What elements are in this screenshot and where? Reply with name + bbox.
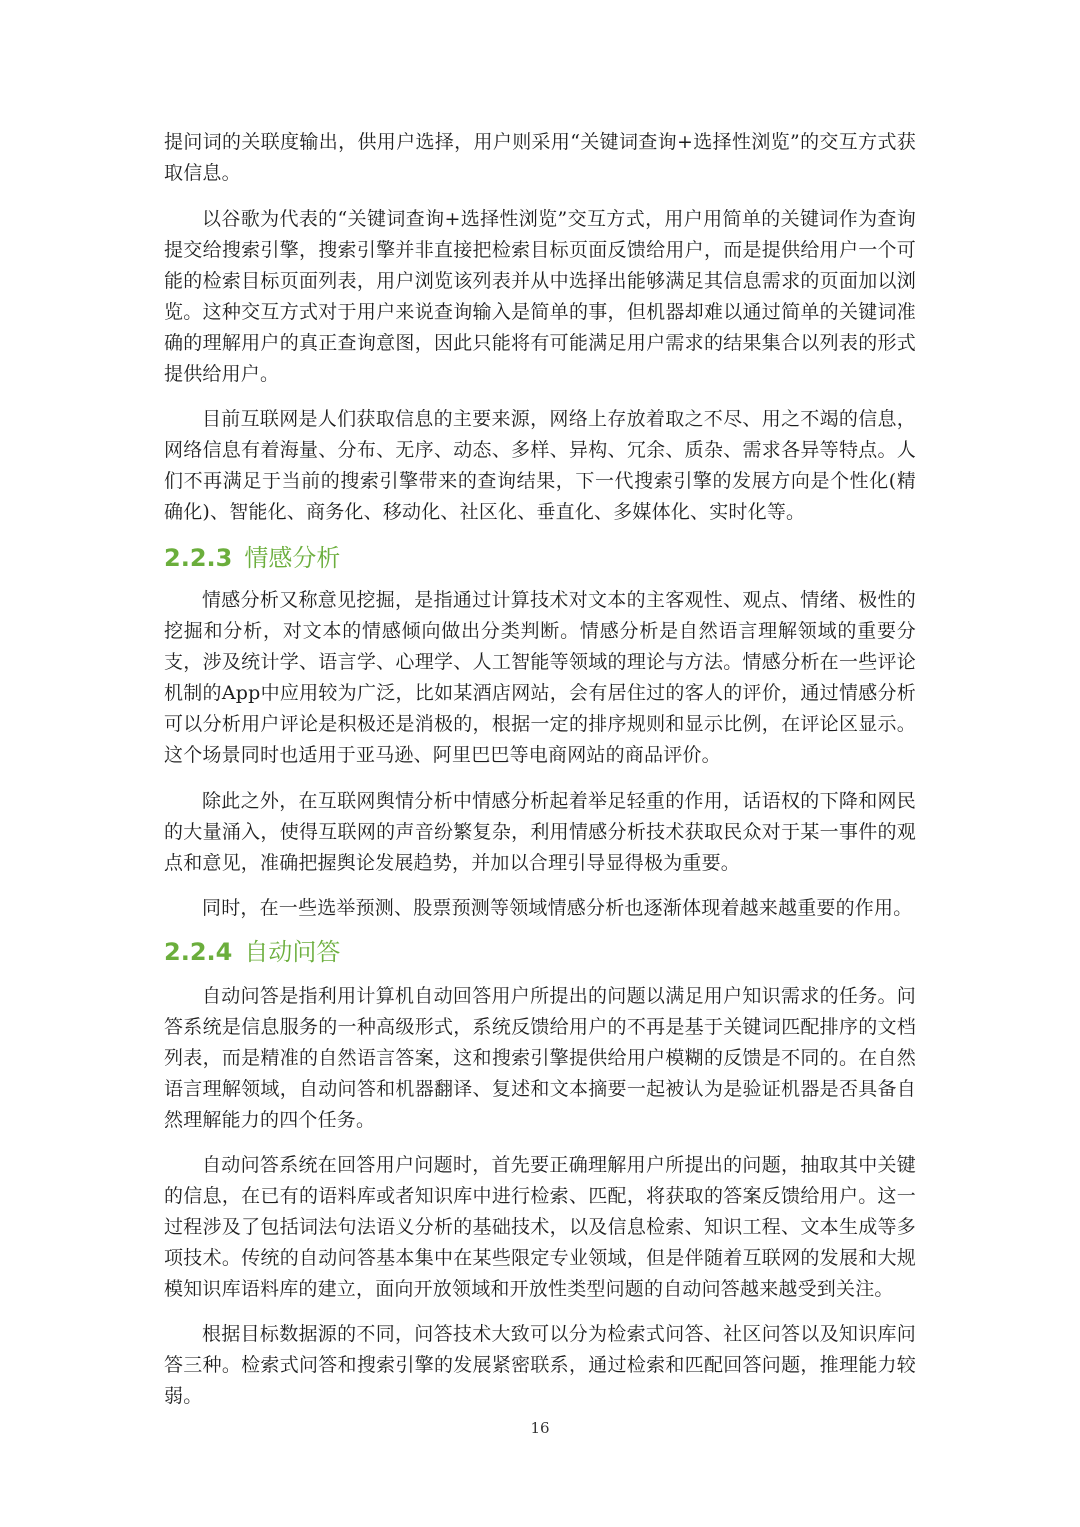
paragraph-3: 目前互联网是人们获取信息的主要来源，网络上存放着取之不尽、用之不竭的信息，网络信息有着海量、分布、无序、动态、多样、异构、冗余、质杂、需求各异等特点。人们不再满足于当前的搜索引擎带来的查询结果，下一代搜索引擎的发展方向是个性化(精确化)、智能化、商务化、移动化、社区化、垂直化、多媒体化、实时化等。 — [164, 408, 916, 523]
section-heading-2-2-4 — [164, 936, 340, 968]
section-title: 自动问答 — [244, 938, 341, 966]
section-number: 2.2.3 — [164, 544, 233, 572]
paragraph-7: 自动问答是指利用计算机自动回答用户所提出的问题以满足用户知识需求的任务。问答系统是信息服务的一种高级形式，系统反馈给用户的不再是基于关键词匹配排序的文档列表，而是精准的自然语言答案，这和搜索引擎提供给用户模糊的反馈是不同的。在自然语言理解领域，自动问答和机器翻译、复述和文本摘要一起被认为是验证机器是否具备自然理解能力的四个任务。 — [164, 985, 916, 1131]
page-number: 16 — [530, 1419, 550, 1437]
paragraph-4: 情感分析又称意见挖掘，是指通过计算技术对文本的主客观性、观点、情绪、极性的挖掘和分析，对文本的情感倾向做出分类判断。情感分析是自然语言理解领域的重要分支，涉及统计学、语言学、心理学、人工智能等领域的理论与方法。情感分析在一些评论机制的App中应用较为广泛，比如某酒店网站，会有居住过的客人的评价，通过情感分析可以分析用户评论是积极还是消极的，根据一定的排序规则和显示比例，在评论区显示。这个场景同时也适用于亚马逊、阿里巴巴等电商网站的商品评价。 — [164, 589, 916, 766]
paragraph-8: 自动问答系统在回答用户问题时，首先要正确理解用户所提出的问题，抽取其中关键的信息，在已有的语料库或者知识库中进行检索、匹配，将获取的答案反馈给用户。这一过程涉及了包括词法句法语义分析的基础技术，以及信息检索、知识工程、文本生成等多项技术。传统的自动问答基本集中在某些限定专业领域，但是伴随着互联网的发展和大规模知识库语料库的建立，面向开放领域和开放性类型问题的自动问答越来越受到关注。 — [164, 1154, 916, 1300]
paragraph-2: 以谷歌为代表的“关键词查询+选择性浏览”交互方式，用户用简单的关键词作为查询提交给搜索引擎，搜索引擎并非直接把检索目标页面反馈给用户，而是提供给用户一个可能的检索目标页面列表，用户浏览该列表并从中选择出能够满足其信息需求的页面加以浏览。这种交互方式对于用户来说查询输入是简单的事，但机器却难以通过简单的关键词准确的理解用户的真正查询意图，因此只能将有可能满足用户需求的结果集合以列表的形式提供给用户。 — [164, 208, 916, 385]
paragraph-6: 同时，在一些选举预测、股票预测等领域情感分析也逐渐体现着越来越重要的作用。 — [202, 897, 913, 919]
paragraph-9: 根据目标数据源的不同，问答技术大致可以分为检索式问答、社区问答以及知识库问答三种。检索式问答和搜索引擎的发展紧密联系，通过检索和匹配回答问题，推理能力较弱。 — [164, 1323, 916, 1407]
paragraph-5: 除此之外，在互联网舆情分析中情感分析起着举足轻重的作用，话语权的下降和网民的大量涌入，使得互联网的声音纷繁复杂，利用情感分析技术获取民众对于某一事件的观点和意见，准确把握舆论发展趋势，并加以合理引导显得极为重要。 — [164, 790, 916, 874]
section-number: 2.2.4 — [164, 938, 233, 966]
paragraph-1: 提问词的关联度输出，供用户选择，用户则采用“关键词查询+选择性浏览”的交互方式获取信息。 — [164, 131, 916, 184]
section-heading-2-2-3 — [164, 542, 340, 574]
section-title: 情感分析 — [244, 544, 341, 572]
